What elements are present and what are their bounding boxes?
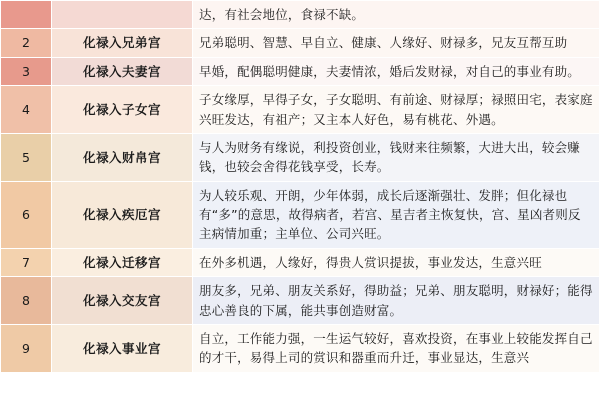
row-description: 与人为财务有缘说，利投资创业，钱财来往频繁，大进大出，较会赚钱，也较会舍得花钱享受，长寿。: [193, 133, 600, 181]
table-row: [1, 86, 600, 134]
table-row: [1, 277, 600, 325]
row-number: 2: [1, 29, 52, 57]
row-palace-name: [52, 1, 193, 29]
row-description: 为人较乐观、开朗，少年体弱，成长后逐渐强壮、发胖；但化禄也有“多”的意思，故得病者，若宫、星吉者主恢复快，宫、星凶者则反主病情加重；主单位、公司兴旺。: [193, 181, 600, 248]
row-palace-name: 化禄入子女宫: [52, 86, 193, 134]
row-description: 自立，工作能力强，一生运气较好，喜欢投资，在事业上较能发挥自己的才干，易得上司的赏识和器重而升迁，事业显达，生意兴: [193, 324, 600, 372]
table-row: [1, 57, 600, 85]
row-number: 9: [1, 324, 52, 372]
row-palace-name: 化禄入疾厄宫: [52, 181, 193, 248]
row-palace-name: 化禄入迁移宫: [52, 248, 193, 276]
row-number: 8: [1, 277, 52, 325]
row-palace-name: 化禄入夫妻宫: [52, 57, 193, 85]
table-body: [1, 1, 600, 373]
table-row: [1, 29, 600, 57]
table-row: [1, 248, 600, 276]
row-description: 子女缘厚，早得子女，子女聪明、有前途、财禄厚；禄照田宅，表家庭兴旺发达，有祖产；又主本人好色，易有桃花、外遇。: [193, 86, 600, 134]
row-description: 在外多机遇，人缘好，得贵人赏识提拔，事业发达，生意兴旺: [193, 248, 600, 276]
row-number: 4: [1, 86, 52, 134]
row-number: 3: [1, 57, 52, 85]
row-number: 5: [1, 133, 52, 181]
row-palace-name: 化禄入财帛宫: [52, 133, 193, 181]
table-row: [1, 181, 600, 248]
row-description: 早婚，配偶聪明健康，夫妻情浓，婚后发财禄，对自己的事业有助。: [193, 57, 600, 85]
table-row: [1, 324, 600, 372]
row-palace-name: 化禄入兄弟宫: [52, 29, 193, 57]
row-number: [1, 1, 52, 29]
row-description: 达，有社会地位，食禄不缺。: [193, 1, 600, 29]
row-number: 6: [1, 181, 52, 248]
row-palace-name: 化禄入事业宫: [52, 324, 193, 372]
table-row: [1, 1, 600, 29]
row-description: 朋友多，兄弟、朋友关系好，得助益；兄弟、朋友聪明，财禄好；能得忠心善良的下属，能共事创造财富。: [193, 277, 600, 325]
row-palace-name: 化禄入交友宫: [52, 277, 193, 325]
row-description: 兄弟聪明、智慧、早自立、健康、人缘好、财禄多，兄友互帮互助: [193, 29, 600, 57]
table-row: [1, 133, 600, 181]
row-number: 7: [1, 248, 52, 276]
